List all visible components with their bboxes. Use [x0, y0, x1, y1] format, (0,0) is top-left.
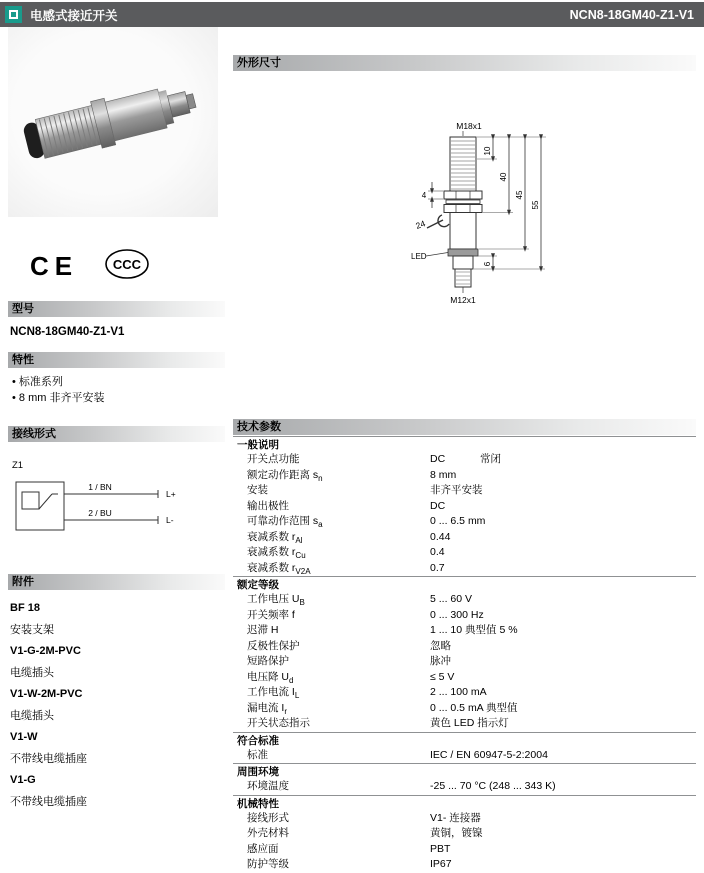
accessories-list [8, 598, 225, 813]
spec-label: 迟滞 H [247, 624, 279, 636]
spec-label: 衰减系数 $r_{Al}$ [247, 530, 303, 545]
spec-value: PBT [430, 842, 451, 855]
spec-value: 0 ... 0.5 mA 典型值 [430, 701, 518, 714]
dim-4-label: 4 [421, 191, 427, 200]
spec-row [233, 639, 696, 655]
accessory-name: BF 18 [10, 602, 40, 614]
spec-value: 0 ... 300 Hz [430, 608, 484, 621]
feature-item: • 标准系列 [12, 376, 63, 388]
wiring-diagram [8, 454, 225, 560]
spec-value: 1 ... 10 典型值 5 % [430, 624, 518, 636]
spec-value: 0.7 [430, 561, 445, 574]
accessory-description: 安装支架 [10, 623, 54, 636]
spec-row [233, 499, 696, 515]
spec-label: 防护等级 [247, 858, 289, 870]
spec-group-header: 一般说明 [233, 436, 696, 452]
spec-label: 衰减系数 $r_{V2A}$ [247, 561, 311, 576]
accessory-name: V1-G [10, 774, 36, 786]
ccc-mark [104, 248, 150, 285]
spec-value: 8 mm [430, 468, 457, 481]
dim-led-label: LED [411, 252, 427, 261]
spec-row [233, 545, 696, 561]
spec-row [233, 514, 696, 530]
spec-value: 非齐平安装 [430, 484, 483, 496]
spec-row [233, 685, 696, 701]
spec-row [233, 811, 696, 827]
spec-row [233, 716, 696, 732]
spec-row [233, 857, 696, 873]
spec-label: 环境温度 [247, 780, 289, 792]
spec-label: 可靠动作范围 $s_a$ [247, 515, 323, 530]
spec-label: 额定动作距离 $s_n$ [247, 468, 323, 483]
terminal-plus-label: L+ [166, 489, 176, 499]
accessory-description: 电缆插头 [10, 666, 54, 679]
spec-group-header: 额定等级 [233, 576, 696, 592]
header-model-number: NCN8-18GM40-Z1-V1 [569, 7, 694, 22]
spec-value: 0.4 [430, 546, 445, 558]
spec-label: 工作电压 $U_B$ [247, 593, 305, 608]
spec-value: 脉冲 [430, 655, 451, 667]
spec-label: 标准 [247, 748, 268, 761]
spec-label: 开关点功能 [247, 453, 300, 465]
spec-group-header: 机械特性 [233, 795, 696, 811]
section-header-dimensions: 外形尺寸 [233, 55, 696, 71]
spec-row [233, 826, 696, 842]
spec-label: 工作电流 $I_L$ [247, 686, 300, 701]
spec-label: 开关频率 f [247, 608, 295, 621]
spec-row [233, 592, 696, 608]
accessory-name: V1-G-2M-PVC [10, 645, 81, 657]
spec-row [233, 842, 696, 858]
spec-label: 短路保护 [247, 655, 289, 667]
spec-label: 反极性保护 [247, 639, 300, 652]
dim-45-label: 45 [515, 190, 524, 200]
spec-label: 接线形式 [247, 811, 289, 824]
spec-value: 忽略 [430, 639, 451, 652]
certification-marks [8, 245, 225, 287]
spec-row [233, 561, 696, 577]
accessory-description: 不带线电缆插座 [10, 795, 87, 808]
dim-wrench-size-label: 24 [414, 218, 427, 231]
right-column [233, 27, 696, 873]
spec-value: 5 ... 60 V [430, 593, 473, 605]
spec-value: 0.44 [430, 530, 451, 543]
dim-thread-bottom-label: M12x1 [450, 295, 476, 305]
dim-10-label: 10 [483, 146, 492, 156]
spec-label: 开关状态指示 [247, 717, 310, 729]
spec-label: 输出极性 [247, 499, 289, 512]
wiring-variant-label: Z1 [12, 460, 24, 471]
dim-thread-top-label: M18x1 [456, 121, 482, 131]
spec-label: 电压降 $U_d$ [247, 670, 294, 685]
spec-row [233, 701, 696, 717]
accessory-name: V1-W [10, 731, 38, 743]
ce-mark: CE [30, 250, 79, 281]
dim-6-label: 6 [483, 261, 492, 267]
spec-row [233, 779, 696, 795]
feature-item: • 8 mm 非齐平安装 [12, 392, 105, 404]
dimension-drawing [373, 119, 583, 324]
spec-value: IEC / EN 60947-5-2:2004 [430, 748, 548, 761]
features-list [8, 374, 225, 406]
spec-row [233, 483, 696, 499]
spec-row [233, 608, 696, 624]
spec-row [233, 748, 696, 764]
spec-label: 衰减系数 $r_{Cu}$ [247, 546, 306, 561]
left-column [8, 27, 225, 813]
section-header-model: 型号 [8, 301, 225, 317]
page-title: 电感式接近开关 [30, 8, 118, 23]
spec-value: 0 ... 6.5 mm [430, 515, 486, 527]
section-header-connection: 接线形式 [8, 426, 225, 442]
spec-value: 黄铜，镀镍 [430, 827, 483, 839]
spec-row [233, 468, 696, 484]
product-photo-drawing [8, 27, 218, 217]
product-photo [8, 27, 218, 217]
spec-row [233, 670, 696, 686]
section-header-features: 特性 [8, 352, 225, 368]
spec-value: DC [430, 499, 446, 512]
spec-value: -25 ... 70 °C (248 ... 343 K) [430, 780, 556, 792]
dimension-drawing-area [233, 71, 696, 419]
tech-table [233, 436, 696, 873]
spec-label: 外壳材料 [247, 827, 289, 839]
accessory-description: 不带线电缆插座 [10, 752, 87, 765]
wire-1-label: 1 / BN [88, 482, 112, 492]
svg-text:CCC: CCC [113, 256, 142, 272]
dim-55-label: 55 [531, 200, 540, 210]
model-number: NCN8-18GM40-Z1-V1 [10, 326, 125, 338]
accessory-name: V1-W-2M-PVC [10, 688, 83, 700]
wire-2-label: 2 / BU [88, 508, 112, 518]
spec-value: V1- 连接器 [430, 811, 481, 824]
accessory-description: 电缆插头 [10, 709, 54, 722]
spec-group-header: 周围环境 [233, 763, 696, 779]
spec-row [233, 530, 696, 546]
spec-row [233, 452, 696, 468]
spec-value: DC 常闭 [430, 453, 501, 465]
spec-value: 2 ... 100 mA [430, 686, 487, 698]
spec-row [233, 654, 696, 670]
spec-value: IP67 [430, 858, 452, 870]
section-header-accessories: 附件 [8, 574, 225, 590]
ccc-mark-logo [104, 248, 150, 280]
spec-row [233, 623, 696, 639]
spec-value: 黄色 LED 指示灯 [430, 717, 509, 729]
section-header-tech: 技术参数 [233, 419, 696, 435]
spec-value: ≤ 5 V [430, 670, 455, 683]
wiring-diagram-drawing [8, 454, 218, 558]
dim-40-label: 40 [499, 172, 508, 182]
spec-label: 安装 [247, 484, 268, 496]
spec-label: 感应面 [247, 842, 279, 855]
spec-group-header: 符合标准 [233, 732, 696, 748]
brand-icon [5, 6, 22, 23]
spec-label: 漏电流 $I_r$ [247, 701, 288, 716]
terminal-minus-label: L- [166, 515, 174, 525]
page-header [0, 2, 704, 27]
